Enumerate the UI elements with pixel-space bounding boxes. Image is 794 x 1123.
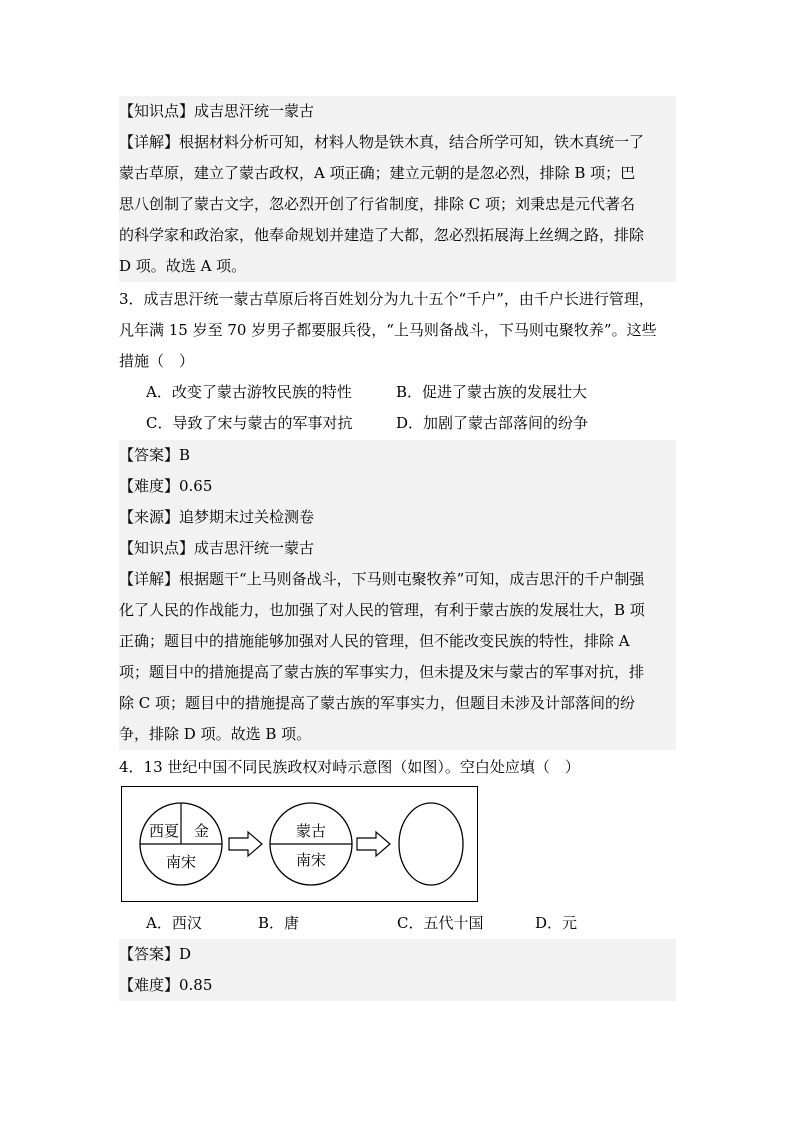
q3-detail-line: 【详解】根据题干“上马则备战斗，下马则屯聚牧养”可知，成吉思汗的千户制强 <box>119 564 676 595</box>
detail-line: 【详解】根据材料分析可知，材料人物是铁木真，结合所学可知，铁木真统一了 <box>119 127 676 158</box>
q3-option-b: B．促进了蒙古族的发展壮大 <box>396 383 588 401</box>
q3-detail-line: 化了人民的作战能力，也加强了对人民的管理，有利于蒙古族的发展壮大，B 项 <box>119 595 676 626</box>
diagram-drawing <box>122 787 479 903</box>
label-nansong-2: 南宋 <box>296 851 327 869</box>
detail-line: 的科学家和政治家，他奉命规划并建造了大都，忽必烈拓展海上丝绸之路，排除 <box>119 220 676 251</box>
q3-knowledge-point: 【知识点】成吉思汗统一蒙古 <box>119 533 676 564</box>
knowledge-point-line: 【知识点】成吉思汗统一蒙古 <box>119 96 676 127</box>
q3-detail-line: 争，排除 D 项。故选 B 项。 <box>119 719 676 750</box>
q4-option-b: B．唐 <box>258 914 300 932</box>
q3-source: 【来源】追梦期末过关检测卷 <box>119 502 676 533</box>
question-4-stem: 4．13 世纪中国不同民族政权对峙示意图（如图）。空白处应填（ ） <box>119 758 580 776</box>
detail-line: 思八创制了蒙古文字，忽必烈开创了行省制度，排除 C 项；刘秉忠是元代著名 <box>119 189 676 220</box>
q3-option-d: D．加剧了蒙古部落间的纷争 <box>396 414 589 432</box>
q4-answer: 【答案】D <box>119 939 676 970</box>
q4-option-a: A．西汉 <box>146 914 202 932</box>
question-3-stem: 凡年满 15 岁至 70 岁男子都要服兵役，“上马则备战斗，下马则屯聚牧养”。这些 <box>119 321 657 339</box>
q4-option-d: D．元 <box>535 914 578 932</box>
q3-difficulty: 【难度】0.65 <box>119 471 676 502</box>
blank-ellipse <box>399 803 463 885</box>
regime-diagram <box>121 786 478 902</box>
question-3-stem: 措施（ ） <box>119 352 195 370</box>
q3-detail-line: 除 C 项；题目中的措施提高了蒙古族的军事实力，但题目未涉及计部落间的纷 <box>119 688 676 719</box>
q3-answer: 【答案】B <box>119 440 676 471</box>
q3-option-c: C．导致了宋与蒙古的军事对抗 <box>146 414 353 432</box>
detail-line: D 项。故选 A 项。 <box>119 251 676 282</box>
q4-option-c: C．五代十国 <box>397 914 484 932</box>
label-xixia: 西夏 <box>149 822 180 840</box>
label-jin: 金 <box>194 822 210 840</box>
q3-option-a: A．改变了蒙古游牧民族的特性 <box>146 383 352 401</box>
q3-detail-line: 项；题目中的措施提高了蒙古族的军事实力，但未提及宋与蒙古的军事对抗，排 <box>119 657 676 688</box>
q4-difficulty: 【难度】0.85 <box>119 970 676 1001</box>
label-nansong-1: 南宋 <box>166 853 197 871</box>
question-3-stem: 3．成吉思汗统一蒙古草原后将百姓划分为九十五个“千户”，由千户长进行管理， <box>119 290 654 308</box>
arrow-icon <box>357 832 390 856</box>
q3-detail-line: 正确；题目中的措施能够加强对人民的管理，但不能改变民族的特性，排除 A <box>119 626 676 657</box>
detail-line: 蒙古草原，建立了蒙古政权，A 项正确；建立元朝的是忽必烈，排除 B 项；巴 <box>119 158 676 189</box>
arrow-icon <box>229 832 262 856</box>
label-menggu: 蒙古 <box>296 822 327 840</box>
